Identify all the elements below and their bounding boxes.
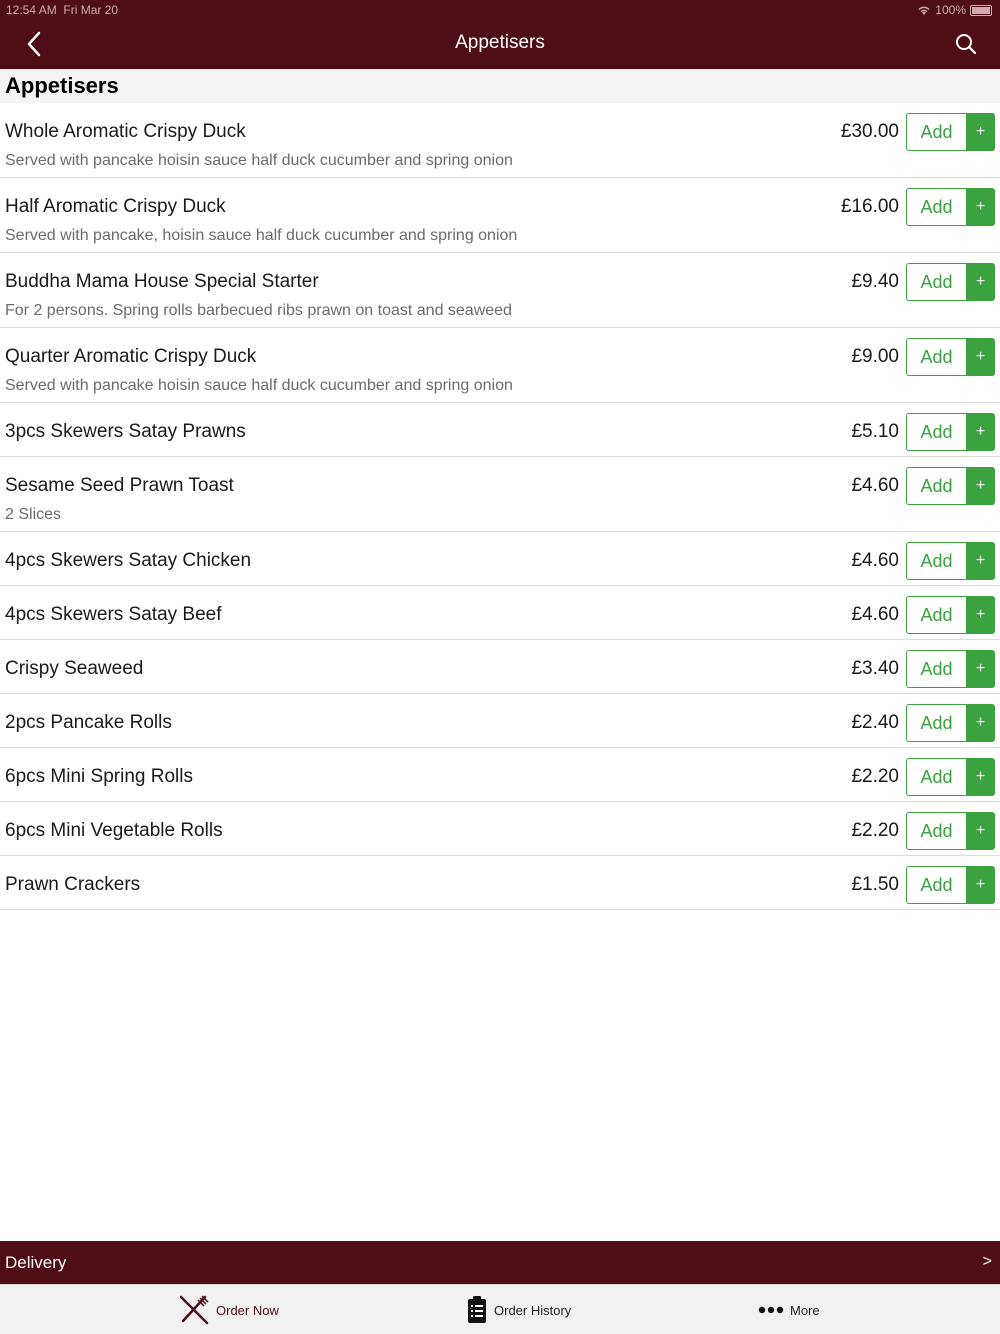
add-button[interactable]: Add [906, 758, 966, 796]
add-button[interactable]: Add [906, 704, 966, 742]
menu-item[interactable] [0, 586, 1000, 640]
tab-order-now[interactable] [178, 1285, 279, 1334]
menu-item[interactable] [0, 328, 1000, 403]
item-price: £16.00 [840, 196, 899, 217]
add-button[interactable]: Add [906, 113, 966, 151]
battery-percent: 100% [935, 3, 966, 17]
plus-button[interactable]: + [966, 413, 995, 451]
add-button[interactable]: Add [906, 812, 966, 850]
status-right [917, 3, 992, 17]
item-description: For 2 persons. Spring rolls barbecued ribs prawn on toast and seaweed [5, 302, 512, 319]
item-name: Sesame Seed Prawn Toast [5, 475, 234, 496]
item-description: Served with pancake hoisin sauce half duck cucumber and spring onion [5, 152, 513, 169]
add-to-cart-group [906, 263, 995, 301]
nav-bar [0, 20, 1000, 69]
wifi-icon [917, 5, 931, 16]
add-button[interactable]: Add [906, 866, 966, 904]
item-name: 6pcs Mini Spring Rolls [5, 766, 193, 787]
item-name: Crispy Seaweed [5, 658, 144, 679]
add-button[interactable]: Add [906, 596, 966, 634]
plus-button[interactable]: + [966, 542, 995, 580]
plus-button[interactable]: + [966, 812, 995, 850]
add-to-cart-group [906, 704, 995, 742]
battery-icon [970, 5, 992, 16]
item-price: £2.40 [851, 712, 899, 733]
plus-button[interactable]: + [966, 704, 995, 742]
fork-knife-icon [178, 1294, 210, 1326]
add-button[interactable]: Add [906, 338, 966, 376]
menu-item[interactable] [0, 694, 1000, 748]
add-to-cart-group [906, 758, 995, 796]
menu-item[interactable] [0, 253, 1000, 328]
add-button[interactable]: Add [906, 188, 966, 226]
add-to-cart-group [906, 188, 995, 226]
menu-list [0, 103, 1000, 910]
plus-button[interactable]: + [966, 596, 995, 634]
top-bar [0, 0, 1000, 69]
chevron-right-icon: > [982, 1253, 992, 1270]
plus-button[interactable]: + [966, 113, 995, 151]
tab-order-history[interactable] [466, 1285, 571, 1334]
status-bar [0, 0, 1000, 20]
tab-order-history-label: Order History [494, 1302, 572, 1318]
plus-button[interactable]: + [966, 866, 995, 904]
menu-item[interactable] [0, 457, 1000, 532]
item-price: £4.60 [851, 550, 899, 571]
tab-order-now-label: Order Now [216, 1302, 279, 1318]
tab-bar [0, 1284, 1000, 1334]
plus-button[interactable]: + [966, 263, 995, 301]
add-button[interactable]: Add [906, 650, 966, 688]
plus-button[interactable]: + [966, 467, 995, 505]
ellipsis-icon [758, 1306, 784, 1314]
plus-button[interactable]: + [966, 650, 995, 688]
status-time: 12:54 AM Fri Mar 20 [6, 3, 119, 17]
item-name: 4pcs Skewers Satay Beef [5, 604, 222, 625]
item-description: Served with pancake hoisin sauce half duck cucumber and spring onion [5, 377, 513, 394]
item-description: 2 Slices [5, 506, 62, 523]
add-button[interactable]: Add [906, 263, 966, 301]
add-to-cart-group [906, 596, 995, 634]
item-description: Served with pancake, hoisin sauce half duck cucumber and spring onion [5, 227, 518, 244]
item-price: £9.40 [851, 271, 899, 292]
item-name: Buddha Mama House Special Starter [5, 271, 319, 292]
plus-button[interactable]: + [966, 758, 995, 796]
section-header: Appetisers [0, 69, 1000, 103]
item-name: Prawn Crackers [5, 874, 141, 895]
add-to-cart-group [906, 413, 995, 451]
menu-item[interactable] [0, 532, 1000, 586]
item-price: £30.00 [840, 121, 899, 142]
plus-button[interactable]: + [966, 188, 995, 226]
item-name: 3pcs Skewers Satay Prawns [5, 421, 246, 442]
plus-button[interactable]: + [966, 338, 995, 376]
item-price: £1.50 [851, 874, 899, 895]
add-to-cart-group [906, 812, 995, 850]
item-price: £4.60 [851, 475, 899, 496]
item-price: £9.00 [851, 346, 899, 367]
search-icon [955, 33, 977, 55]
item-name: Half Aromatic Crispy Duck [5, 196, 226, 217]
page-title: Appetisers [455, 32, 545, 53]
menu-item[interactable] [0, 640, 1000, 694]
add-to-cart-group [906, 542, 995, 580]
menu-item[interactable] [0, 103, 1000, 178]
search-button[interactable] [950, 28, 982, 60]
item-price: £4.60 [851, 604, 899, 625]
add-to-cart-group [906, 338, 995, 376]
add-to-cart-group [906, 650, 995, 688]
item-price: £2.20 [851, 766, 899, 787]
tab-more[interactable] [758, 1285, 820, 1334]
menu-item[interactable] [0, 403, 1000, 457]
delivery-label: Delivery [5, 1253, 67, 1272]
menu-item[interactable] [0, 856, 1000, 910]
item-name: Whole Aromatic Crispy Duck [5, 121, 246, 142]
item-price: £2.20 [851, 820, 899, 841]
menu-item[interactable] [0, 802, 1000, 856]
add-to-cart-group [906, 113, 995, 151]
menu-item[interactable] [0, 748, 1000, 802]
add-to-cart-group [906, 866, 995, 904]
item-price: £3.40 [851, 658, 899, 679]
item-name: 4pcs Skewers Satay Chicken [5, 550, 252, 571]
tab-more-label: More [790, 1302, 820, 1318]
clipboard-list-icon [466, 1295, 488, 1325]
delivery-bar[interactable] [0, 1241, 1000, 1284]
item-price: £5.10 [851, 421, 899, 442]
item-name: 6pcs Mini Vegetable Rolls [5, 820, 223, 841]
add-button[interactable]: Add [906, 413, 966, 451]
add-to-cart-group [906, 467, 995, 505]
add-button[interactable]: Add [906, 467, 966, 505]
item-name: 2pcs Pancake Rolls [5, 712, 172, 733]
menu-item[interactable] [0, 178, 1000, 253]
add-button[interactable]: Add [906, 542, 966, 580]
item-name: Quarter Aromatic Crispy Duck [5, 346, 257, 367]
